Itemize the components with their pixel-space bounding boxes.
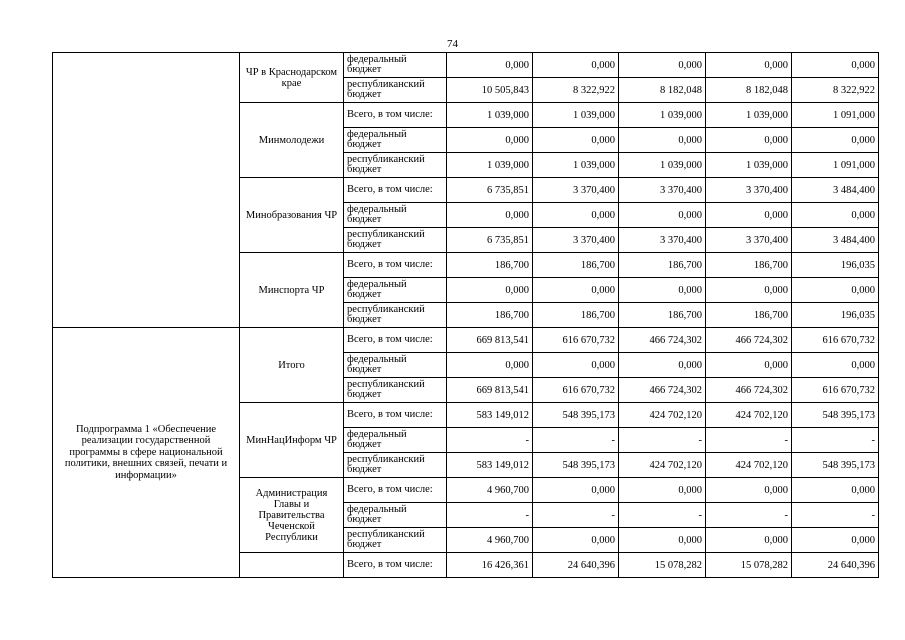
amount-cell: 583 149,012	[447, 453, 533, 478]
amount-cell: 186,700	[706, 303, 792, 328]
amount-cell: 186,700	[533, 303, 619, 328]
amount-cell: 1 091,000	[792, 153, 879, 178]
organization-cell: Минобразования ЧР	[240, 178, 344, 253]
amount-cell: 0,000	[706, 203, 792, 228]
amount-cell: 424 702,120	[706, 403, 792, 428]
amount-cell: 0,000	[792, 203, 879, 228]
budget-type-cell: республиканский бюджет	[344, 228, 447, 253]
amount-cell: 186,700	[619, 303, 706, 328]
amount-cell: 548 395,173	[792, 453, 879, 478]
amount-cell: -	[792, 503, 879, 528]
amount-cell: -	[533, 503, 619, 528]
amount-cell: 0,000	[533, 203, 619, 228]
amount-cell: 186,700	[447, 253, 533, 278]
amount-cell: 3 370,400	[619, 178, 706, 203]
budget-type-cell: республиканский бюджет	[344, 78, 447, 103]
amount-cell: 616 670,732	[792, 328, 879, 353]
amount-cell: 0,000	[792, 353, 879, 378]
amount-cell: 0,000	[619, 278, 706, 303]
amount-cell: 1 039,000	[447, 103, 533, 128]
budget-type-cell: Всего, в том числе:	[344, 253, 447, 278]
amount-cell: 0,000	[447, 203, 533, 228]
table-row	[53, 53, 879, 78]
amount-cell: 0,000	[706, 128, 792, 153]
amount-cell: -	[447, 503, 533, 528]
amount-cell: 1 039,000	[447, 153, 533, 178]
organization-cell: МинНацИнформ ЧР	[240, 403, 344, 478]
amount-cell: 424 702,120	[619, 403, 706, 428]
amount-cell: 8 182,048	[706, 78, 792, 103]
page-number: 74	[447, 38, 458, 50]
amount-cell: -	[533, 428, 619, 453]
amount-cell: 548 395,173	[533, 403, 619, 428]
budget-table	[52, 52, 879, 578]
amount-cell: 466 724,302	[619, 378, 706, 403]
amount-cell: 0,000	[447, 53, 533, 78]
amount-cell: -	[792, 428, 879, 453]
amount-cell: 6 735,851	[447, 178, 533, 203]
amount-cell: 1 039,000	[619, 153, 706, 178]
amount-cell: 3 484,400	[792, 178, 879, 203]
amount-cell: 0,000	[533, 53, 619, 78]
amount-cell: 24 640,396	[533, 553, 619, 578]
organization-cell: Минмолодежи	[240, 103, 344, 178]
amount-cell: 3 370,400	[619, 228, 706, 253]
amount-cell: -	[706, 428, 792, 453]
amount-cell: 669 813,541	[447, 378, 533, 403]
amount-cell: 1 039,000	[533, 153, 619, 178]
organization-cell: Итого	[240, 328, 344, 403]
budget-table-body	[53, 53, 879, 578]
amount-cell: 186,700	[447, 303, 533, 328]
amount-cell: 1 039,000	[706, 153, 792, 178]
organization-cell	[240, 553, 344, 578]
subprogram-cell	[53, 53, 240, 328]
amount-cell: 3 370,400	[706, 228, 792, 253]
budget-type-cell: Всего, в том числе:	[344, 553, 447, 578]
amount-cell: 0,000	[792, 53, 879, 78]
amount-cell: 3 370,400	[533, 228, 619, 253]
amount-cell: 424 702,120	[706, 453, 792, 478]
amount-cell: -	[447, 428, 533, 453]
amount-cell: 0,000	[792, 128, 879, 153]
amount-cell: 0,000	[706, 53, 792, 78]
amount-cell: 0,000	[533, 528, 619, 553]
amount-cell: 0,000	[447, 128, 533, 153]
amount-cell: 0,000	[706, 353, 792, 378]
amount-cell: 186,700	[619, 253, 706, 278]
amount-cell: 3 484,400	[792, 228, 879, 253]
budget-type-cell: Всего, в том числе:	[344, 478, 447, 503]
amount-cell: 1 039,000	[619, 103, 706, 128]
budget-type-cell: Всего, в том числе:	[344, 328, 447, 353]
amount-cell: 6 735,851	[447, 228, 533, 253]
amount-cell: 196,035	[792, 253, 879, 278]
amount-cell: 0,000	[619, 478, 706, 503]
amount-cell: 0,000	[706, 278, 792, 303]
budget-type-cell: республиканский бюджет	[344, 378, 447, 403]
budget-type-cell: федеральный бюджет	[344, 128, 447, 153]
budget-type-cell: республиканский бюджет	[344, 453, 447, 478]
budget-type-cell: федеральный бюджет	[344, 428, 447, 453]
amount-cell: 186,700	[533, 253, 619, 278]
budget-type-cell: федеральный бюджет	[344, 353, 447, 378]
amount-cell: 1 039,000	[533, 103, 619, 128]
amount-cell: 0,000	[533, 478, 619, 503]
amount-cell: 0,000	[619, 53, 706, 78]
amount-cell: 583 149,012	[447, 403, 533, 428]
amount-cell: 1 039,000	[706, 103, 792, 128]
amount-cell: -	[619, 428, 706, 453]
budget-type-cell: республиканский бюджет	[344, 528, 447, 553]
budget-type-cell: федеральный бюджет	[344, 203, 447, 228]
amount-cell: 4 960,700	[447, 528, 533, 553]
budget-type-cell: республиканский бюджет	[344, 303, 447, 328]
amount-cell: 424 702,120	[619, 453, 706, 478]
amount-cell: 0,000	[619, 203, 706, 228]
organization-cell: Минспорта ЧР	[240, 253, 344, 328]
amount-cell: 0,000	[792, 278, 879, 303]
amount-cell: 0,000	[619, 528, 706, 553]
budget-type-cell: Всего, в том числе:	[344, 178, 447, 203]
amount-cell: 0,000	[533, 128, 619, 153]
amount-cell: 16 426,361	[447, 553, 533, 578]
amount-cell: 196,035	[792, 303, 879, 328]
amount-cell: 0,000	[706, 528, 792, 553]
budget-type-cell: федеральный бюджет	[344, 278, 447, 303]
subprogram-cell: Подпрограмма 1 «Обеспечение реализации государственной программы в сфере национальной политики, внешних связей, печати и информации»	[53, 328, 240, 578]
amount-cell: 616 670,732	[533, 378, 619, 403]
amount-cell: 1 091,000	[792, 103, 879, 128]
amount-cell: -	[706, 503, 792, 528]
organization-cell: ЧР в Краснодарском крае	[240, 53, 344, 103]
amount-cell: 15 078,282	[706, 553, 792, 578]
budget-type-cell: республиканский бюджет	[344, 153, 447, 178]
amount-cell: -	[619, 503, 706, 528]
amount-cell: 186,700	[706, 253, 792, 278]
amount-cell: 669 813,541	[447, 328, 533, 353]
amount-cell: 466 724,302	[706, 328, 792, 353]
amount-cell: 4 960,700	[447, 478, 533, 503]
amount-cell: 466 724,302	[619, 328, 706, 353]
amount-cell: 0,000	[533, 278, 619, 303]
amount-cell: 3 370,400	[533, 178, 619, 203]
budget-type-cell: федеральный бюджет	[344, 503, 447, 528]
amount-cell: 466 724,302	[706, 378, 792, 403]
amount-cell: 8 322,922	[792, 78, 879, 103]
amount-cell: 548 395,173	[792, 403, 879, 428]
amount-cell: 548 395,173	[533, 453, 619, 478]
amount-cell: 8 182,048	[619, 78, 706, 103]
budget-type-cell: федеральный бюджет	[344, 53, 447, 78]
amount-cell: 0,000	[533, 353, 619, 378]
budget-type-cell: Всего, в том числе:	[344, 103, 447, 128]
amount-cell: 0,000	[447, 353, 533, 378]
amount-cell: 0,000	[619, 128, 706, 153]
amount-cell: 0,000	[706, 478, 792, 503]
amount-cell: 8 322,922	[533, 78, 619, 103]
budget-type-cell: Всего, в том числе:	[344, 403, 447, 428]
amount-cell: 15 078,282	[619, 553, 706, 578]
amount-cell: 616 670,732	[792, 378, 879, 403]
amount-cell: 616 670,732	[533, 328, 619, 353]
table-row	[53, 328, 879, 353]
amount-cell: 0,000	[792, 478, 879, 503]
amount-cell: 24 640,396	[792, 553, 879, 578]
amount-cell: 3 370,400	[706, 178, 792, 203]
organization-cell: Администрация Главы и Правительства Чеченской Республики	[240, 478, 344, 553]
amount-cell: 0,000	[447, 278, 533, 303]
amount-cell: 10 505,843	[447, 78, 533, 103]
amount-cell: 0,000	[619, 353, 706, 378]
amount-cell: 0,000	[792, 528, 879, 553]
